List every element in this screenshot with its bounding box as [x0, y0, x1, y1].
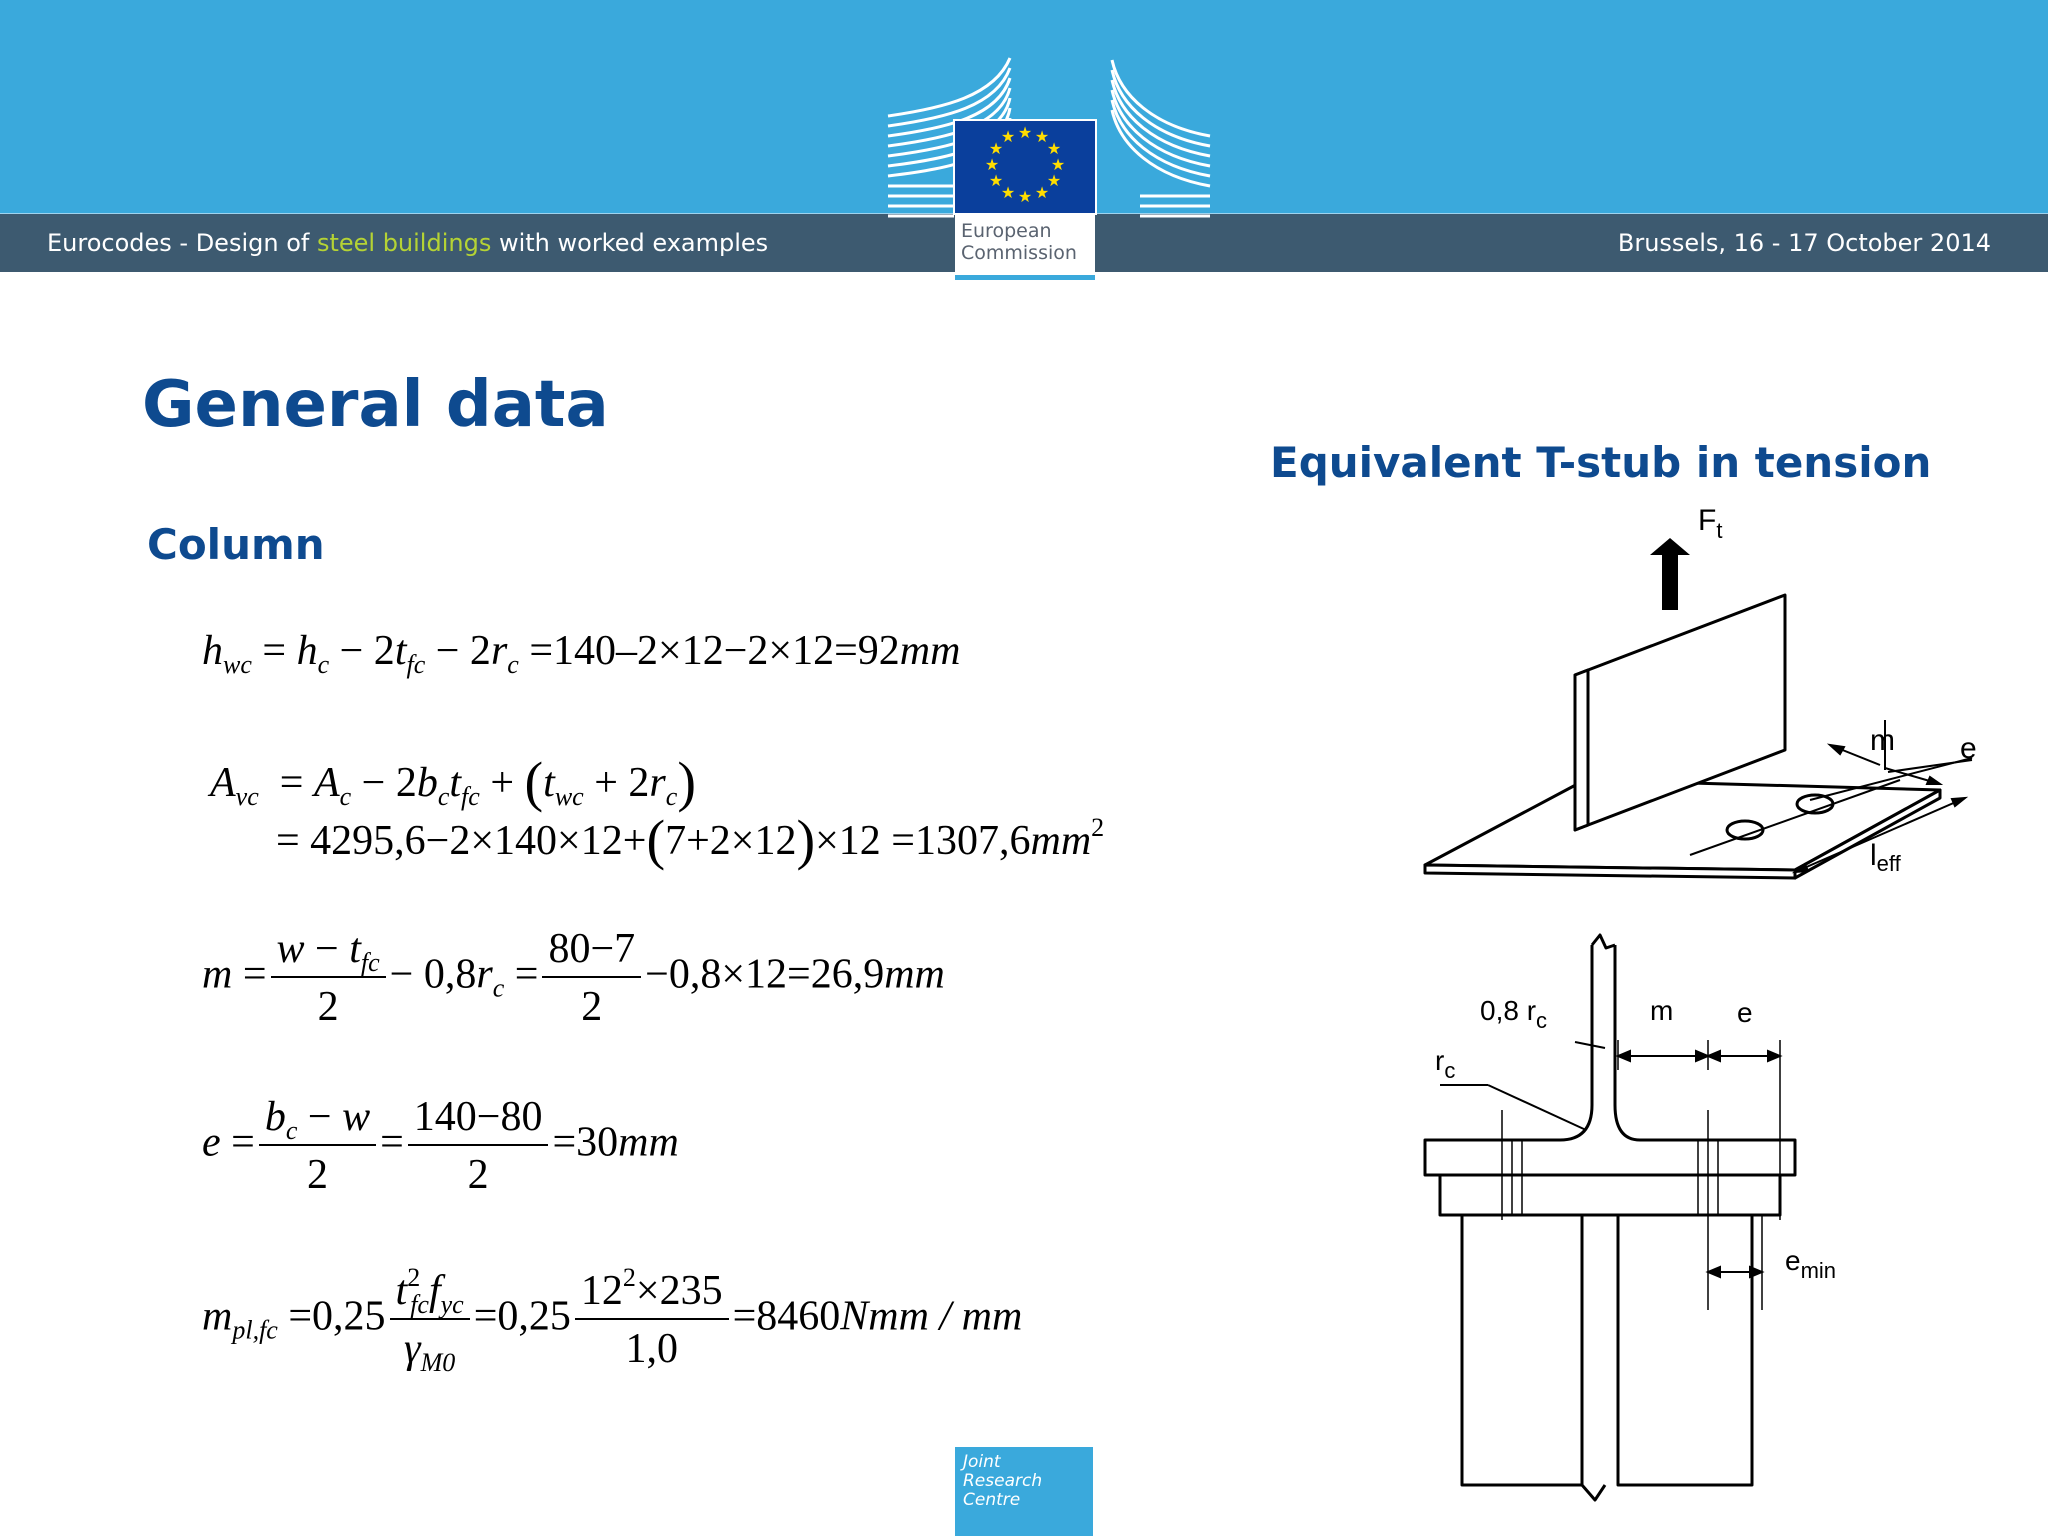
e-tail: =30 [552, 1119, 619, 1166]
label-e: e [1960, 732, 1977, 765]
section-end-plate [1440, 1175, 1780, 1215]
jrc-logo [955, 1447, 1093, 1536]
equation-avc-line2: = $4295,6-2\times 140\times 12+(7+2\times 12)\times 12 =1307,6mm^2$ [276, 809, 1105, 872]
tstub-web-thickness [1575, 670, 1588, 830]
jrc-line-3: Centre [963, 1490, 1021, 1510]
mpl-num: 12 [580, 1268, 623, 1314]
svg-text:★: ★ [988, 139, 1004, 158]
equation-e: e = $\frac{b_c - w}{2}$ = $\frac{140-80}{2}$ =30mm [202, 1094, 679, 1198]
mpl-coef: =0,25 [288, 1293, 386, 1340]
m-unit: mm [884, 951, 945, 998]
section-heading: Column [147, 520, 325, 569]
e-den: 2 [467, 1152, 489, 1198]
label-m-section: m [1650, 995, 1674, 1026]
m-fraction-1: $\frac{w - t_{fc}}{2}$ [271, 928, 386, 1028]
svg-text:★: ★ [1017, 187, 1033, 206]
m-fraction-2 [542, 928, 641, 1028]
label-rc: $r_c$ [1435, 1045, 1456, 1083]
tstub-isometric-figure [1400, 500, 2020, 890]
label-m: m [1870, 724, 1895, 757]
svg-text:★: ★ [1034, 127, 1050, 146]
equation-m: m = $\frac{w - t_{fc}}{2}$ − $0,8r_c$ = $\frac{80-7}{2}$ −0,8×12=26,9mm [202, 926, 945, 1030]
equation-mpl: $m_{pl,fc} =0,25$ $\frac{t^2_{fc}f_{yc}}{\gamma_{M0}}$ =0,25 $\frac{12^2\times 235}{1,0}$ =8460Nmm / mm [202, 1262, 1023, 1378]
svg-text:★: ★ [988, 171, 1004, 190]
figure-title: Equivalent T-stub in tension [1270, 438, 1932, 487]
mpl-den: 1,0 [625, 1326, 679, 1372]
label-e-section: e [1737, 997, 1753, 1028]
m-coef: − 0,8 [389, 951, 477, 998]
svg-text:★: ★ [1046, 139, 1062, 158]
european-commission-wordmark [955, 214, 1095, 276]
logo-underline [955, 275, 1095, 280]
e-num: 140−80 [408, 1096, 549, 1146]
m-num: 80−7 [542, 928, 641, 978]
avc-line2-a: = 4295,6−2×140×12+ [276, 818, 647, 864]
svg-text:★: ★ [984, 155, 1000, 174]
hwc-result: =140–2×12−2×12=92 [529, 628, 900, 674]
event-date-location: Brussels, 16 - 17 October 2014 [1617, 229, 1991, 257]
jrc-line-1: Joint [963, 1452, 1001, 1472]
course-title [47, 229, 768, 257]
e-unit: mm [618, 1119, 679, 1166]
avc-line2-c: ×12 =1307,6 [815, 818, 1031, 864]
section-column-right [1618, 1215, 1752, 1485]
m-den: 2 [581, 984, 603, 1030]
course-title-prefix: Eurocodes - Design of [47, 229, 317, 257]
svg-text:★: ★ [1046, 171, 1062, 190]
section-web [1425, 945, 1795, 1175]
course-title-highlight: steel buildings [316, 229, 492, 257]
m-tail: −0,8×12=26,9 [645, 951, 885, 998]
force-arrow-icon [1650, 538, 1690, 610]
equation-avc-line1: $A_{vc} = A_c - 2b_ct_{fc} + (t_{wc} + 2r_c)$ [210, 751, 696, 814]
hwc-unit: mm [899, 628, 961, 674]
mpl-fraction-1: $\frac{t^2_{fc}f_{yc}}{\gamma_{M0}}$ [390, 1270, 470, 1370]
label-leff: $l_{eff}$ [1870, 839, 1901, 876]
slide-title: General data [142, 368, 609, 442]
svg-text:★: ★ [1017, 123, 1033, 142]
building-right-icon [1112, 60, 1210, 216]
label-emin: $e_{min}$ [1785, 1245, 1837, 1283]
label-ft: $F_t$ [1698, 504, 1723, 543]
svg-text:★: ★ [1000, 127, 1016, 146]
wordmark-line-1: European [961, 220, 1052, 242]
mpl-fraction-2: $\frac{12^2\times 235}{1,0}$ [575, 1270, 729, 1370]
e-fraction-1: $\frac{b_c - w}{2}$ [259, 1096, 376, 1196]
wordmark-line-2: Commission [961, 242, 1077, 264]
avc-unit: mm [1030, 818, 1092, 864]
label-08rc: 0,8 $r_c$ [1480, 995, 1548, 1033]
mpl-num-b: ×235 [635, 1268, 723, 1314]
jrc-line-2: Research [963, 1471, 1043, 1491]
mpl-coef2: =0,25 [473, 1293, 571, 1340]
svg-text:★: ★ [1050, 155, 1066, 174]
equation-hwc: $h_{wc} = h_c - 2t_{fc} - 2r_c =140-2\times 12-2\times 12=92mm$ [202, 628, 961, 680]
section-column-left [1462, 1215, 1582, 1485]
svg-text:★: ★ [1000, 183, 1016, 202]
e-fraction-2 [408, 1096, 549, 1196]
svg-text:★: ★ [1034, 183, 1050, 202]
course-title-suffix: with worked examples [491, 229, 769, 257]
avc-line2-b: 7+2×12 [665, 818, 797, 864]
mpl-unit: Nmm / mm [840, 1293, 1023, 1340]
tstub-section-figure [1400, 930, 2000, 1510]
mpl-tail: =8460 [732, 1293, 841, 1340]
